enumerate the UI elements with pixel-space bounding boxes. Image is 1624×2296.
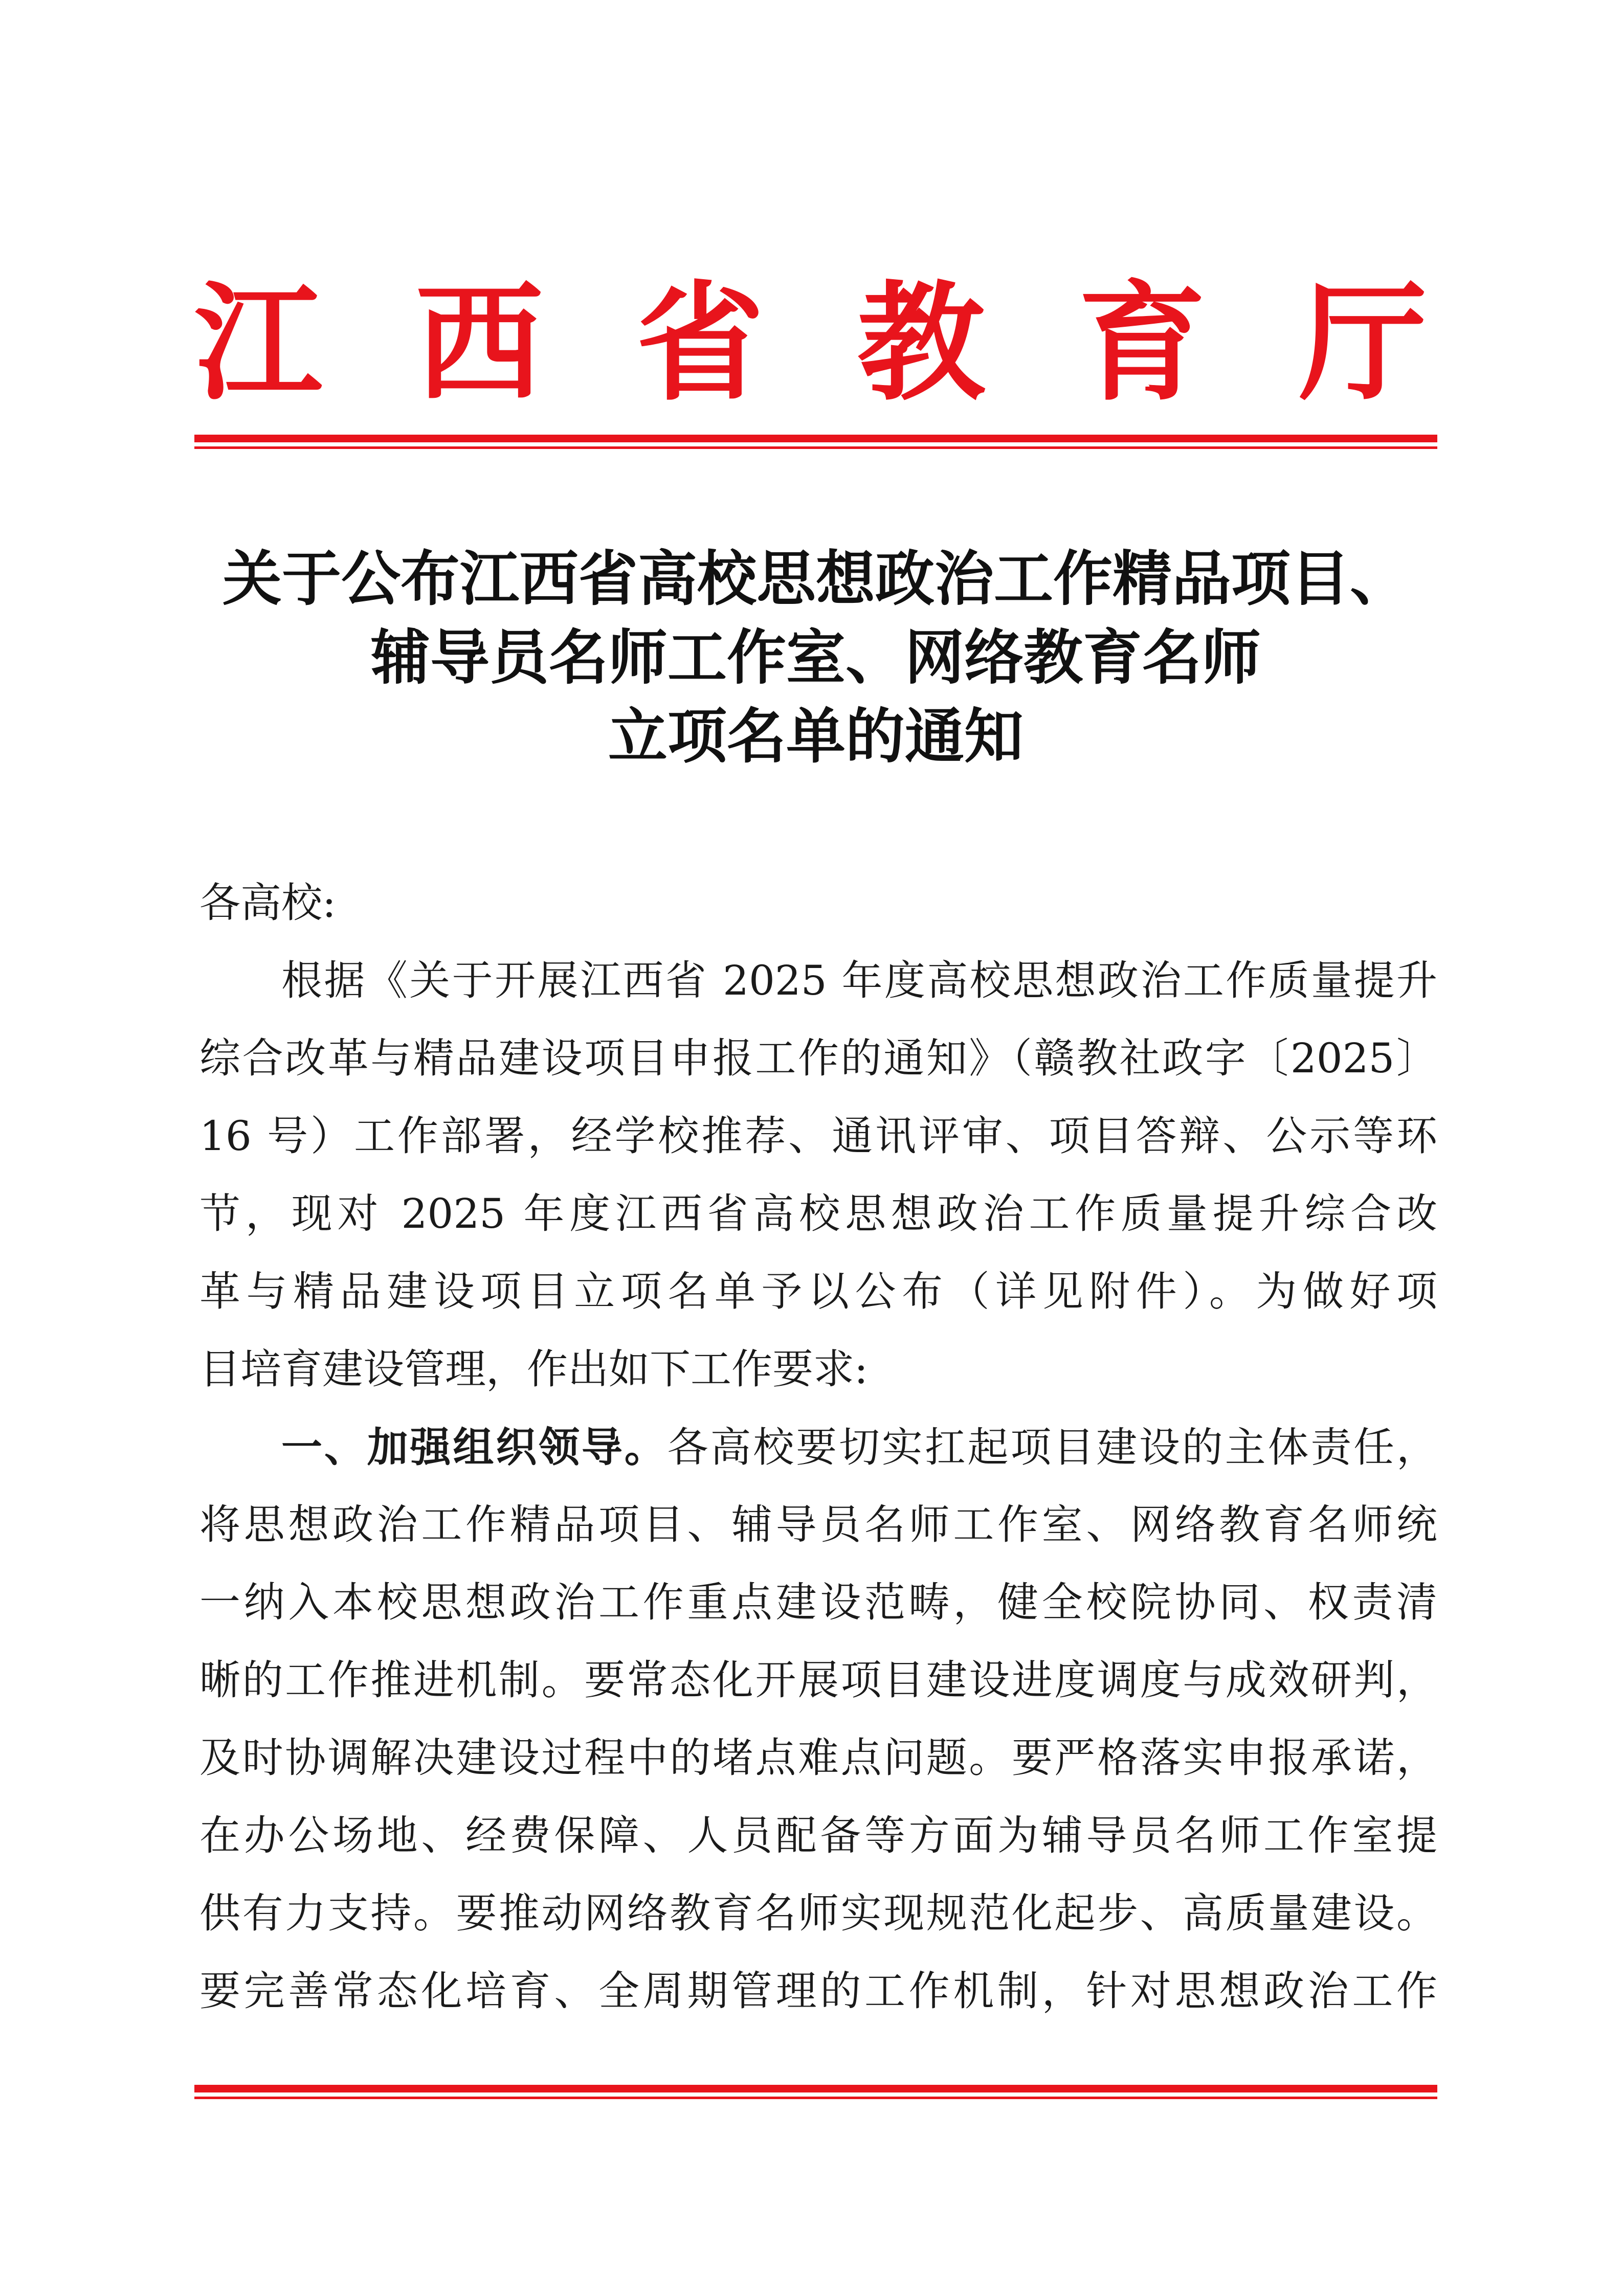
title-line-3: 立项名单的通知 <box>608 702 1024 771</box>
issuer-char-6: 厅 <box>1299 267 1427 418</box>
title-line-1: 关于公布江西省高校思想政治工作精品项目、 <box>223 544 1409 614</box>
issuer-char-4: 教 <box>857 267 985 418</box>
salutation: 各高校: <box>199 879 336 927</box>
paragraph1-line-2: 综合改革与精品建设项目申报工作的通知》（赣教社政字〔2025〕 <box>199 1034 1437 1082</box>
title-line-2: 辅导员名师工作室、网络教育名师 <box>371 623 1261 692</box>
paragraph2-line-1 <box>199 1408 1437 1486</box>
paragraph2-line-5: 及时协调解决建设过程中的堵点难点问题。要严格落实申报承诺， <box>199 1734 1437 1782</box>
issuer-char-2: 西 <box>415 267 543 418</box>
document-title <box>194 539 1437 776</box>
document-body <box>199 864 1437 2030</box>
issuer-char-1: 江 <box>194 267 322 418</box>
paragraph1-line-5: 革与精品建设项目立项名单予以公布（详见附件）。为做好项 <box>199 1268 1437 1315</box>
paragraph1-line-3: 16 号）工作部署，经学校推荐、通讯评审、项目答辩、公示等环 <box>199 1112 1437 1160</box>
paragraph2-line-7: 供有力支持。要推动网络教育名师实现规范化起步、高质量建设。 <box>199 1889 1437 1937</box>
header-divider-thick <box>194 435 1437 442</box>
paragraph2-line-3: 一纳入本校思想政治工作重点建设范畴，健全校院协同、权责清 <box>199 1579 1437 1626</box>
paragraph2-line-2: 将思想政治工作精品项目、辅导员名师工作室、网络教育名师统 <box>199 1501 1437 1548</box>
paragraph1-line-4: 节，现对 2025 年度江西省高校思想政治工作质量提升综合改 <box>199 1190 1437 1237</box>
issuer-char-3: 省 <box>636 267 764 418</box>
paragraph1-line-1: 根据《关于开展江西省 2025 年度高校思想政治工作质量提升 <box>281 957 1437 1004</box>
paragraph2-line-6: 在办公场地、经费保障、人员配备等方面为辅导员名师工作室提 <box>199 1812 1437 1859</box>
paragraph1-line-6: 目培育建设管理，作出如下工作要求: <box>199 1345 868 1393</box>
footer-divider-thin <box>194 2097 1437 2099</box>
paragraph2-line-8: 要完善常态化培育、全周期管理的工作机制，针对思想政治工作 <box>199 1967 1437 2015</box>
header-divider-thin <box>194 446 1437 449</box>
paragraph2-first-line-text: 各高校要切实扛起项目建设的主体责任， <box>667 1424 1438 1471</box>
issuer-header <box>194 267 1427 418</box>
footer-divider-thick <box>194 2085 1437 2092</box>
section-heading: 一、加强组织领导。 <box>281 1423 668 1471</box>
paragraph2-line-4: 晰的工作推进机制。要常态化开展项目建设进度调度与成效研判， <box>199 1656 1437 1704</box>
issuer-char-5: 育 <box>1078 267 1206 418</box>
